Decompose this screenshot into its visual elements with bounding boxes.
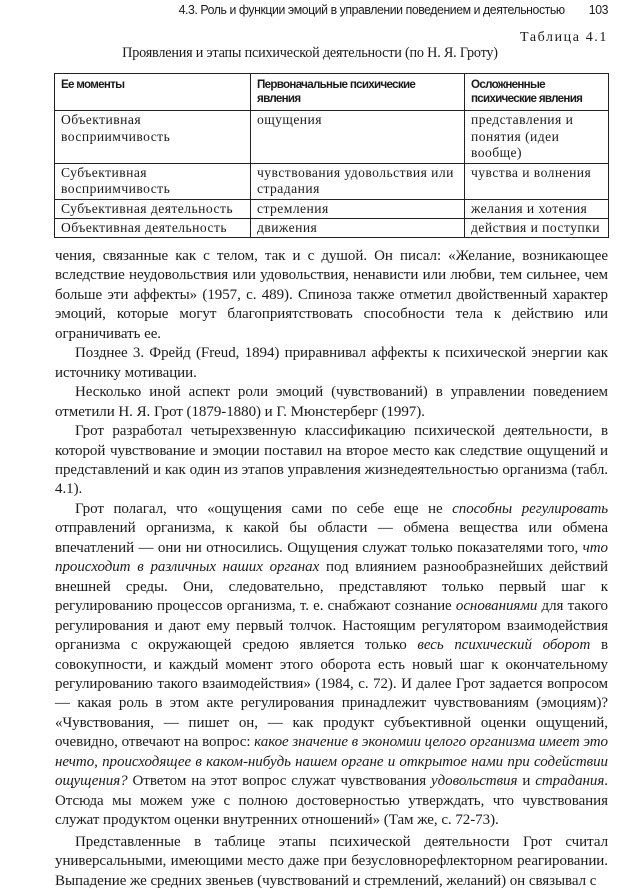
paragraph [55,383,608,422]
text-run: Грот разработал четырехзвенную классификацию психической деятельности, в которой чувствование и эмоции поставил на второе место как следствие ощущений и представлений и как один из этапов управления жизнедеятельностью организма (табл. 4.1). [55,423,608,498]
page-number: 103 [588,2,608,17]
text-run: Ответом на этот вопрос служат чувствования [127,773,432,790]
running-head-title: 4.3. Роль и функции эмоций в управлении поведением и деятельностью [178,2,565,17]
cell: действия и поступки [465,218,609,237]
paragraph [55,500,608,831]
cell: желания и хотения [465,199,609,218]
text-run: Грот полагал, что «ощущения сами по себе еще не [75,500,453,517]
text-run: для такого регулирования и дают ему первый толчок. Настоящим регулятором взаимодействия организма с окружающей средою является только [55,598,608,654]
table-row [55,163,609,199]
paragraph [55,833,608,891]
emphasis-text: способны регулировать [452,500,608,517]
table-header-row [55,74,609,111]
emphasis-text: страдания [535,773,605,790]
table-row [55,199,609,218]
text-run: отправлений организма, к какой бы области — обмена вещества или обмена впечатлений — они ни относились. Ощущения служат только показателями того, [55,520,608,556]
header-primary: Первоначальные психические явления [251,74,465,111]
emphasis-text: основаниями [455,598,538,615]
text-run: и [517,773,536,790]
emphasis-text: какое значение в экономии целого организма имеет это нечто, происходящее в каком-нибудь нашем органе и открытое нами при содействии ощущения? [55,734,608,790]
body-text [55,247,608,891]
text-run: Представленные в таблице этапы психической деятельности Грот считал универсальными, имеющими место даже при безусловнорефлекторном реагировании. Выпадение же средних звеньев (чувствований и стремлений, желаний) он связывал с [55,833,608,889]
cell: Субъективная деятельность [55,199,251,218]
text-run: чения, связанные как с телом, так и с душой. Он писал: «Желание, возникающее вследствие неудовольствия или удовольствия, ненависти или любви, тем сильнее, чем больше эти аффекты» (1957, с. 489). Спиноза также отметил двойственный характер эмоций, которые могут благоприятствовать способности тела к действию или ограничивать ее. [55,248,608,342]
table-row [55,218,609,237]
stages-table [54,73,609,238]
text-run: . Отсюда мы можем уже с полною достоверностью утверждать, что чувствования служат продуктом оценки внутренних отношений» (Там же, с. 72-73). [55,773,608,829]
cell: представления и понятия (идеи вообще) [465,111,609,164]
cell: Субъективная восприимчивость [55,163,251,199]
cell: чувствования удовольствия или страдания [251,163,465,199]
text-run: Несколько иной аспект роли эмоций (чувствований) в управлении поведением отметили Н. Я. Грот (1879-1880) и Г. Мюнстерберг (1997). [55,384,608,420]
paragraph [55,344,608,383]
running-head [43,2,608,17]
table-row [55,111,609,164]
emphasis-text: что происходит в различных наших органах [55,539,608,576]
text-run: под влиянием разнообразнейших действий внешней среды. Они, следовательно, представляют только первый шаг к регулированию процессов организма, т. е. снабжают сознание [55,559,608,615]
text-run: в совокупности, и каждый момент этого оборота есть новый шаг к окончательному регулированию такого взаимодействия» (1984, с. 72). И далее Грот задается вопросом — какая роль в этом акте регулирования принадлежит чувствованиям (эмоциям)? «Чувствования, — пишет он, — как продукт субъективной оценки ощущений, очевидно, отвечают на вопрос: [55,637,608,751]
emphasis-text: удовольствия [431,773,518,790]
paragraph [55,422,608,500]
text-run: Позднее 3. Фрейд (Freud, 1894) приравнивал аффекты к психической энергии как источнику мотивации. [55,345,608,381]
paragraph [55,247,608,344]
header-complex: Осложненные психические явления [465,74,609,111]
cell: чувства и волнения [465,163,609,199]
header-moments: Ее моменты [55,74,251,111]
cell: движения [251,218,465,237]
cell: стремления [251,199,465,218]
emphasis-text: весь психический оборот [417,637,591,654]
cell: Объективная восприимчивость [55,111,251,164]
table-caption: Проявления и этапы психической деятельности (по Н. Я. Гроту) [122,45,498,61]
table-label: Таблица 4.1 [520,30,608,45]
cell: ощущения [251,111,465,164]
cell: Объективная деятельность [55,218,251,237]
